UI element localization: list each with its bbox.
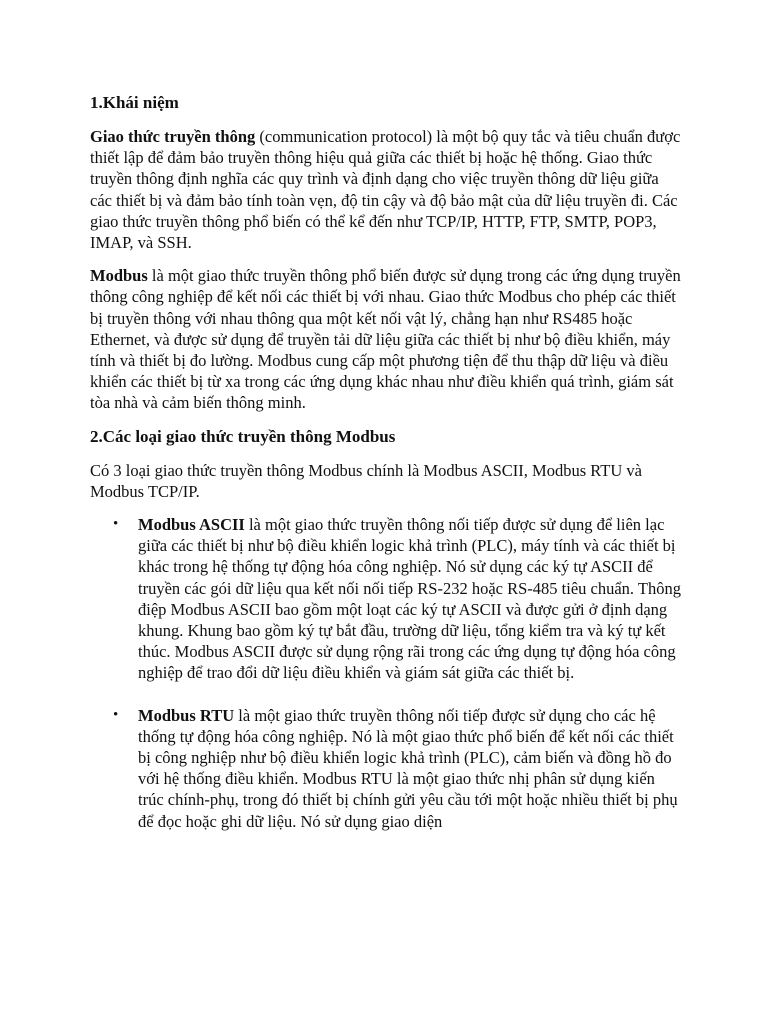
paragraph-intro: Có 3 loại giao thức truyền thông Modbus chính là Modbus ASCII, Modbus RTU và Modbus TCP/IP.: [90, 460, 642, 501]
term-giao-thuc-truyen-thong: Giao thức truyền thông: [90, 127, 256, 146]
paragraph-modbus: [90, 265, 684, 413]
term-modbus: Modbus: [90, 266, 148, 286]
term-modbus-rtu: Modbus RTU: [138, 705, 235, 725]
bullet-list: [90, 514, 684, 832]
list-item-modbus-ascii: [90, 514, 684, 684]
heading-khai-niem: 1.Khái niệm: [90, 93, 179, 112]
paragraph-modbus-text: là một giao thức truyền thông phổ biến được sử dụng trong các ứng dụng truyền thông công nghiệp để kết nối các thiết bị với nhau. Giao thức Modbus cho phép các thiết bị truyền thông với nhau thông qua một kết nối vật lý, chẳng hạn như RS485 hoặc Ethernet, và được sử dụng để truyền tải dữ liệu giữa các thiết bị như bộ điều khiển, máy tính và thiết bị đo lường. Modbus cung cấp một phương tiện để thu thập dữ liệu và điều khiển các thiết bị từ xa trong các ứng dụng khác nhau như điều khiển quá trình, giám sát tòa nhà và cảm biến thông minh.: [90, 266, 681, 413]
paragraph-giao-thuc-text: (communication protocol) là một bộ quy tắc và tiêu chuẩn được thiết lập để đảm bảo truyền thông hiệu quả giữa các thiết bị hoặc hệ thống. Giao thức truyền thông định nghĩa các quy trình và định dạng cho việc truyền thông dữ liệu giữa các thiết bị và đảm bảo tính toàn vẹn, độ tin cậy và độ bảo mật của dữ liệu truyền đi. Các giao thức truyền thông phổ biến có thể kể đến như TCP/IP, HTTP, FTP, SMTP, POP3, IMAP, và SSH.: [90, 127, 681, 253]
paragraph-giao-thuc: [90, 126, 684, 253]
list-item-modbus-rtu-text: là một giao thức truyền thông nối tiếp được sử dụng cho các hệ thống tự động hóa công nghiệp. Nó là một giao thức phổ biến để kết nối các thiết bị công nghiệp như bộ điều khiển logic khả trình (PLC), cảm biến và đồng hồ đo với hệ thống điều khiển. Modbus RTU là một giao thức nhị phân sử dụng kiến trúc chính-phụ, trong đó thiết bị chính gửi yêu cầu tới một hoặc nhiều thiết bị phụ để đọc hoặc ghi dữ liệu. Nó sử dụng giao diện: [138, 705, 678, 831]
bullet-icon: •: [113, 706, 119, 723]
list-item-modbus-ascii-text: là một giao thức truyền thông nối tiếp được sử dụng để liên lạc giữa các thiết bị như bộ điều khiển logic khả trình (PLC), máy tính và các thiết bị khác trong hệ thống tự động hóa công nghiệp. Nó sử dụng các ký tự ASCII để truyền các gói dữ liệu qua kết nối nối tiếp RS-232 hoặc RS-485 tiêu chuẩn. Thông điệp Modbus ASCII bao gồm một loạt các ký tự ASCII và được gửi ở định dạng khung. Khung bao gồm ký tự bắt đầu, trường dữ liệu, tổng kiểm tra và ký tự kết thúc. Modbus ASCII được sử dụng rộng rãi trong các ứng dụng tự động hóa công nghiệp để trao đổi dữ liệu điều khiển và giám sát giữa các thiết bị.: [138, 515, 681, 683]
heading-cac-loai: 2.Các loại giao thức truyền thông Modbus: [90, 426, 396, 446]
term-modbus-ascii: Modbus ASCII: [138, 515, 245, 535]
list-item-modbus-rtu: [90, 705, 684, 832]
bullet-icon: •: [113, 516, 119, 533]
